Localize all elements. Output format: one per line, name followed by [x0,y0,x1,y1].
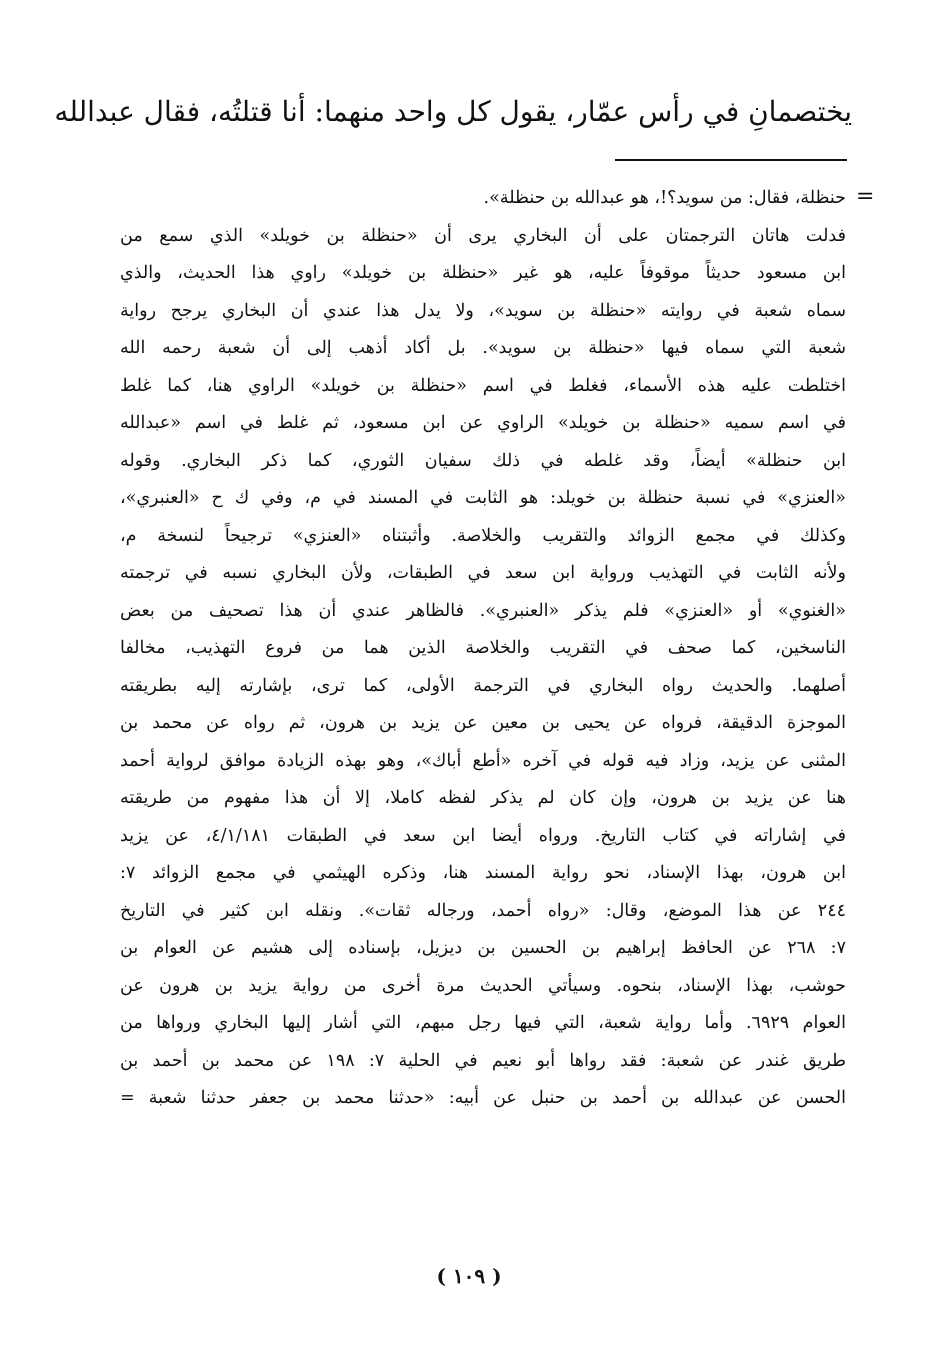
footnote-line: في اسم سميه «حنظلة بن خويلد» الراوي عن ابن مسعود، ثم غلط في اسم «عبدالله [120,413,846,433]
footnote-line: ٧: ٢٦٨ عن الحافظ إبراهيم بن الحسين بن ديزيل، بإسناده إلى هشيم عن العوام بن [120,938,846,958]
footnote-line: «الغنوي» أو «العنزي» فلم يذكر «العنبري». فالظاهر عندي أن هذا تصحيف من بعض [120,600,846,621]
footnote-line: طريق غندر عن شعبة: فقد رواها أبو نعيم في الحلية ٧: ١٩٨ عن محمد بن أحمد بن [120,1050,846,1071]
footnote-marker: = [856,184,875,209]
footnote-line: شعبة التي سماه فيها «حنظلة بن سويد». بل أكاد أذهب إلى أن شعبة رحمه الله [120,338,846,358]
footnote-line: فدلت هاتان الترجمتان على أن البخاري يرى أن «حنظلة بن خويلد» الذي سمع من [120,225,846,246]
footnote-line: ٢٤٤ عن هذا الموضع، وقال: «رواه أحمد، ورجاله ثقات». ونقله ابن كثير في التاريخ [120,900,846,921]
footnote-line: حوشب، بهذا الإسناد، بنحوه. وسيأتي الحديث مرة أخرى من رواية يزيد بن هرون عن [120,975,846,996]
page-number: ( ١٠٩ ) [436,1264,502,1288]
footnote-line: ابن مسعود حديثاً موقوفاً عليه، هو غير «حنظلة بن خويلد» راوي هذا الحديث، والذي [120,263,846,283]
footnote-line: حنظلة، فقال: من سويد؟!، هو عبدالله بن حنظلة». [483,188,846,208]
footnote-line: سماه شعبة في روايته «حنظلة بن سويد»، ولا يدل هذا عندي أن البخاري يرجح رواية [120,300,846,321]
footnote-line: في إشاراته في كتاب التاريخ. ورواه أيضا ابن سعد في الطبقات ٤/١/١٨١، عن يزيد [120,825,846,846]
footnote-line: «العنزي» في نسبة حنظلة بن خويلد: هو الثابت في المسند في م، وفي ك ح «العنبري»، [120,488,846,508]
footnote-line: العوام ٦٩٢٩. وأما رواية شعبة، التي فيها رجل مبهم، التي أشار إليها البخاري ورواها من [120,1013,846,1033]
footnote-line: وكذلك في مجمع الزوائد والتقريب والخلاصة. وأثبتناه «العنزي» ترجيحاً لنسخة م، [120,525,846,546]
footnote-line: أصلهما. والحديث رواه البخاري في الترجمة الأولى، كما ترى، بإشارته إليه بطريقته [120,675,846,696]
footnote-line: ابن هرون، بهذا الإسناد، نحو رواية المسند هنا، وذكره الهيثمي في مجمع الزوائد ٧: [120,863,846,883]
footnote-line: هنا عن يزيد بن هرون، وإن كان لم يذكر لفظه كاملا، إلا أن هذا مفهوم من طريقته [120,788,846,808]
footnote-line: الحسن عن عبدالله بن أحمد بن حنبل عن أبيه: «حدثنا محمد بن جعفر حدثنا شعبة = [120,1088,846,1108]
footnote-line: الموجزة الدقيقة، فرواه عن يحيى بن معين عن يزيد بن هرون، ثم رواه عن محمد بن [120,713,846,733]
main-text-line: يختصمانِ في رأس عمّار، يقول كل واحد منهما: أنا قتلتُه، فقال عبدالله [54,95,852,128]
footnote-block [120,180,846,1118]
footnote-line: اختلطت عليه هذه الأسماء، فغلط في اسم «حنظلة بن خويلد» الراوي هنا، كما غلط [120,375,846,396]
footnote-line: ولأنه الثابت في التهذيب ورواية ابن سعد في الطبقات، ولأن البخاري نسبه في ترجمته [120,563,846,583]
footnote-separator [615,159,847,161]
footnote-line: المثنى عن يزيد، وزاد فيه قوله في آخره «أطع أباك»، وهو بهذه الزيادة موافق لرواية أحمد [120,750,846,771]
footnote-line: الناسخين، كما صحف في التقريب والخلاصة الذين هما من فروع التهذيب، مخالفا [120,638,846,658]
footnote-line: ابن حنظلة» أيضاً، وقد غلطه في ذلك سفيان الثوري، كما ذكر البخاري. وقوله [120,450,846,471]
